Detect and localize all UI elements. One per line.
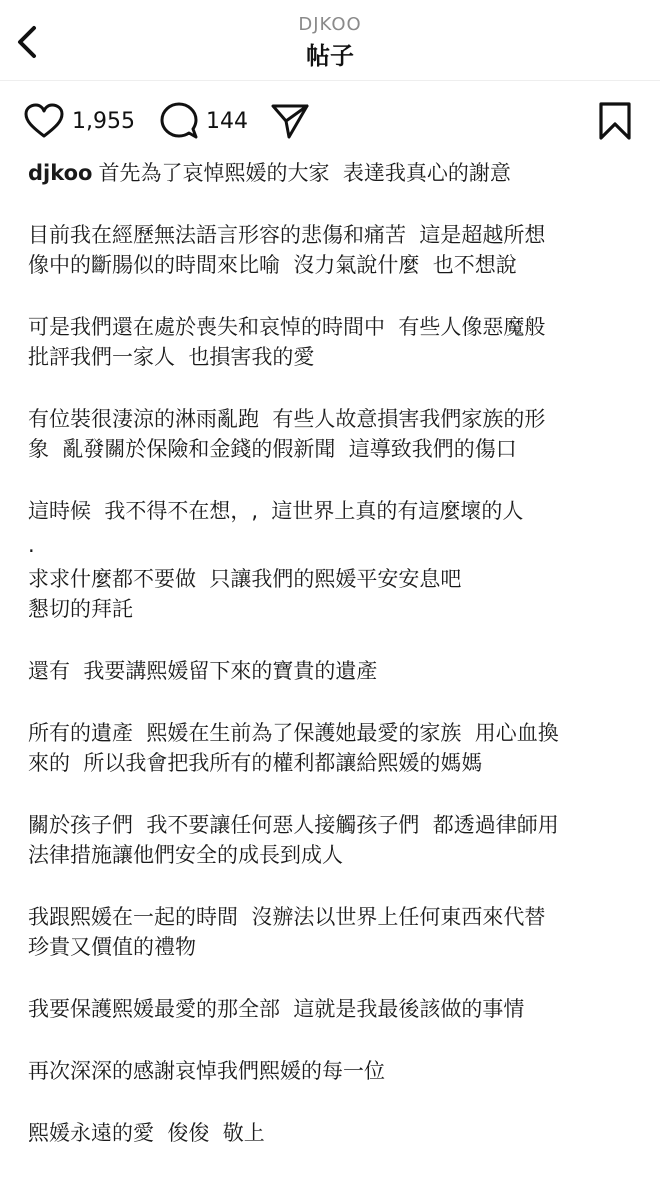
share-button[interactable] <box>270 98 310 144</box>
author-username[interactable]: djkoo <box>28 161 93 185</box>
post-actions-bar <box>0 98 660 144</box>
caption-paragraph: 目前我在經歷無法語言形容的悲傷和痛苦 這是超越所想 像中的斷腸似的時間來比喻 沒力氣說什麼 也不想說 <box>28 223 546 277</box>
top-bar <box>0 0 660 80</box>
caption-paragraph: 有位裝很淒涼的淋雨亂跑 有些人故意損害我們家族的形 象 亂發關於保險和金錢的假新聞 這導致我們的傷口 <box>28 407 546 461</box>
caption-text: 首先為了哀悼熙媛的大家 表達我真心的謝意 <box>98 161 511 185</box>
comment-button[interactable] <box>160 98 248 144</box>
header-divider <box>0 80 660 81</box>
like-count: 1,955 <box>72 108 135 134</box>
caption-first-line <box>28 158 638 188</box>
paper-plane-icon <box>270 102 310 140</box>
post-caption <box>28 158 638 1180</box>
caption-paragraph: 求求什麼都不要做 只讓我們的熙媛平安安息吧 懇切的拜託 <box>28 567 462 621</box>
caption-paragraph: 再次深深的感謝哀悼我們熙媛的每一位 <box>28 1059 385 1083</box>
caption-paragraph: . <box>28 533 35 557</box>
bookmark-icon <box>598 101 632 141</box>
caption-paragraph: 關於孩子們 我不要讓任何惡人接觸孩子們 都透過律師用 法律措施讓他們安全的成長到成人 <box>28 813 559 867</box>
save-button[interactable] <box>598 98 632 144</box>
caption-paragraph: 這時候 我不得不在想，, 這世界上真的有這麼壞的人 <box>28 499 524 523</box>
caption-paragraph: 我要保護熙媛最愛的那全部 這就是我最後該做的事情 <box>28 997 525 1021</box>
comment-count: 144 <box>206 108 248 134</box>
caption-paragraph: 所有的遺產 熙媛在生前為了保護她最愛的家族 用心血換 來的 所以我會把我所有的權利都讓給熙媛的媽媽 <box>28 721 559 775</box>
like-button[interactable] <box>24 98 135 144</box>
heart-icon <box>24 103 64 139</box>
caption-paragraph: 還有 我要講熙媛留下來的寶貴的遺產 <box>28 659 378 683</box>
header-username: DJKOO <box>298 14 362 35</box>
page-title: 帖子 <box>306 42 354 70</box>
comment-bubble-icon <box>160 102 198 140</box>
caption-signature: 熙媛永遠的愛 俊俊 敬上 <box>28 1121 265 1145</box>
caption-paragraph: 可是我們還在處於喪失和哀悼的時間中 有些人像惡魔般 批評我們一家人 也損害我的愛 <box>28 315 546 369</box>
caption-paragraph: 我跟熙媛在一起的時間 沒辦法以世界上任何東西來代替 珍貴又價值的禮物 <box>28 905 546 959</box>
